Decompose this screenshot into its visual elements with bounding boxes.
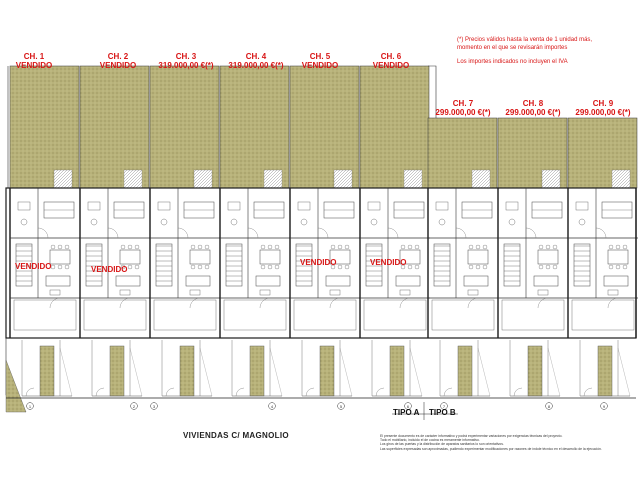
unit-label-9	[568, 99, 638, 117]
unit-status: 299.000,00 €(*)	[435, 108, 491, 117]
plan-title: VIVIENDAS C/ MAGNOLIO	[183, 431, 289, 440]
axis-markers	[27, 402, 608, 420]
tipo-a-label: TIPO A	[393, 408, 420, 417]
vendido-overlay-2: VENDIDO	[91, 265, 128, 274]
unit-label-8	[498, 99, 568, 117]
axis-marker-label: 8	[547, 404, 551, 409]
garden-5	[290, 66, 359, 188]
legal-line: Todo el mobiliario, incluido el de cocina es meramente informativo.	[380, 438, 480, 443]
front-yards	[6, 338, 636, 412]
garden-6	[360, 66, 429, 188]
legal-line: Las superficies expresadas son aproximadas, pudiendo experimentar modificaciones por razones de índole técnico en el desarrollo de la ejecución.	[380, 446, 602, 451]
unit-status: VENDIDO	[301, 61, 339, 70]
vendido-overlay-6: VENDIDO	[370, 258, 407, 267]
unit-label-7	[428, 99, 498, 117]
axis-marker-label: 7	[442, 404, 446, 409]
garden-2	[80, 66, 149, 188]
unit-label-4	[221, 52, 291, 70]
unit-status: 299.000,00 €(*)	[505, 108, 561, 117]
unit-label-5	[297, 52, 343, 70]
price-note-1: (*) Precios válidos hasta la venta de 1 unidad más,	[457, 37, 593, 43]
front-yard-2	[92, 340, 142, 396]
unit-label-6	[368, 52, 414, 70]
unit-status: 319.000,00 €(*)	[158, 61, 214, 70]
unit-name: CH. 5	[309, 52, 331, 61]
garden-3	[150, 66, 219, 188]
unit-status: 319.000,00 €(*)	[228, 61, 284, 70]
front-yard-5	[302, 340, 352, 396]
unit-label-2	[96, 52, 140, 70]
unit-name: CH. 4	[245, 52, 267, 61]
price-note-2: momento en el que se revisarán importes	[457, 45, 568, 51]
unit-label-1	[4, 52, 64, 70]
unit-name: CH. 6	[380, 52, 402, 61]
unit-status: VENDIDO	[372, 61, 410, 70]
axis-marker-label: 5	[339, 404, 343, 409]
rear-gardens	[8, 66, 637, 188]
legal-line: Los giros de las puertas y la distribución de aparatos sanitarios lo son orientativos.	[380, 442, 504, 447]
garden-1	[10, 66, 79, 188]
axis-marker-label: 6	[406, 404, 410, 409]
unit-status: VENDIDO	[15, 61, 53, 70]
unit-name: CH. 9	[592, 99, 614, 108]
front-yard-9	[580, 340, 630, 396]
vat-note: Los importes indicados no incluyen el IVA	[457, 59, 568, 65]
vendido-overlay-1: VENDIDO	[15, 262, 52, 271]
unit-name: CH. 1	[23, 52, 45, 61]
unit-status: 299.000,00 €(*)	[575, 108, 631, 117]
vendido-overlay-5: VENDIDO	[300, 258, 337, 267]
front-yard-4	[232, 340, 282, 396]
unit-label-3	[151, 52, 221, 70]
unit-name: CH. 7	[452, 99, 474, 108]
axis-marker-label: 9	[602, 404, 606, 409]
axis-marker-label: 1	[28, 404, 32, 409]
unit-name: CH. 2	[107, 52, 129, 61]
axis-marker-label: 2	[132, 404, 136, 409]
tipo-b-label: TIPO B	[429, 408, 456, 417]
front-yard-7	[440, 340, 490, 396]
front-yard-6	[372, 340, 422, 396]
axis-marker-label: 3	[152, 404, 156, 409]
front-yard-1	[22, 340, 72, 396]
unit-name: CH. 8	[522, 99, 544, 108]
front-yard-8	[510, 340, 560, 396]
legal-line: El presente documento es de carácter informativo y podrá experimentar variaciones por exigencias técnicas del proyecto.	[380, 434, 563, 438]
front-yard-3	[162, 340, 212, 396]
axis-marker-label: 4	[270, 404, 274, 409]
unit-status: VENDIDO	[99, 61, 137, 70]
unit-name: CH. 3	[175, 52, 197, 61]
legal-disclaimer	[380, 434, 602, 451]
garden-4	[220, 66, 289, 188]
